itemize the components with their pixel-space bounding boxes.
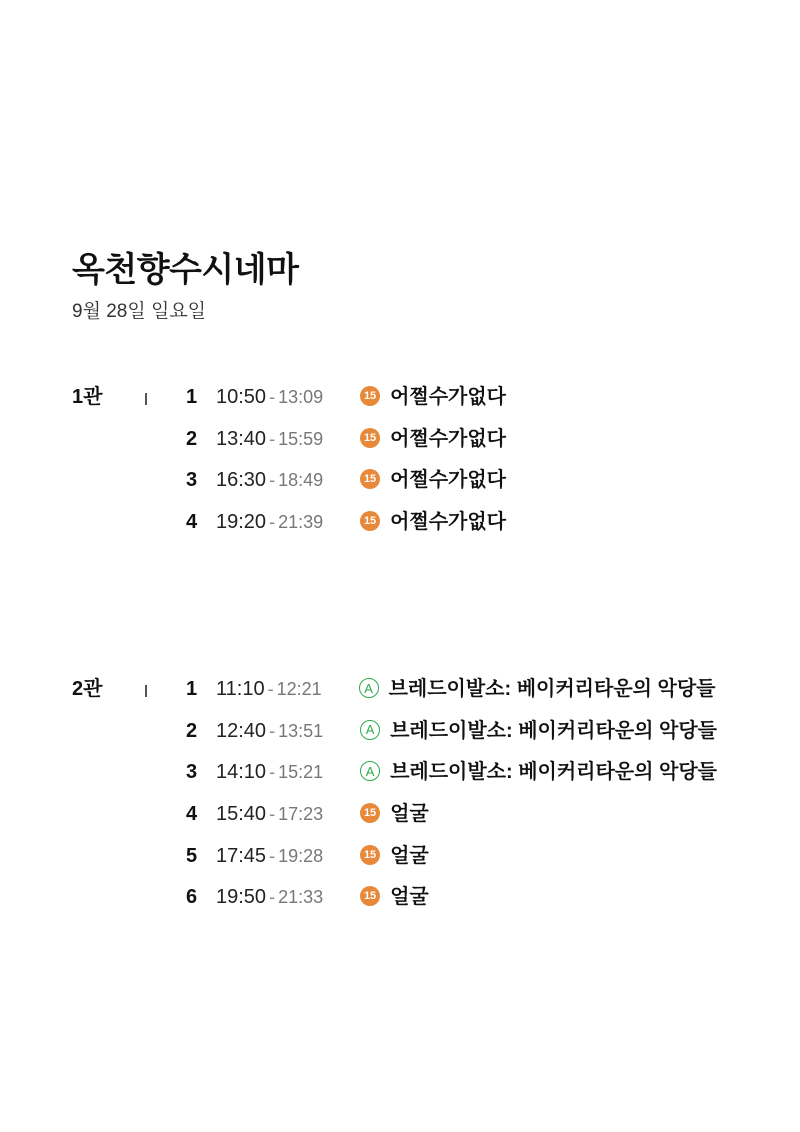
screening-row[interactable] xyxy=(186,675,717,717)
time-separator: - xyxy=(269,845,276,866)
movie-title: 어쩔수가없다 xyxy=(390,469,506,492)
time-separator: - xyxy=(267,679,274,699)
end-time: 17:23 xyxy=(278,804,324,825)
start-time: 12:40 xyxy=(216,719,267,742)
screening-row[interactable] xyxy=(186,508,506,550)
start-time: 11:10 xyxy=(216,678,265,700)
start-time: 14:10 xyxy=(216,761,267,784)
movie-title: 얼굴 xyxy=(390,886,429,909)
rating-15-icon: 15 xyxy=(360,803,380,823)
screening-number: 1 xyxy=(186,678,198,700)
movie-title: 브레드이발소: 베이커리타운의 악당들 xyxy=(388,678,716,700)
end-time: 15:59 xyxy=(278,428,324,449)
cinema-title: 옥천향수시네마 xyxy=(72,251,299,289)
start-time: 19:50 xyxy=(216,886,267,909)
screening-number: 6 xyxy=(186,886,198,909)
hall-label: 1관 xyxy=(72,386,103,408)
movie-title: 어쩔수가없다 xyxy=(390,511,506,534)
time-separator: - xyxy=(269,804,276,825)
start-time: 17:45 xyxy=(216,844,267,867)
screening-row[interactable] xyxy=(186,842,717,884)
end-time: 13:09 xyxy=(278,387,324,407)
hall-divider xyxy=(145,393,147,405)
screening-number: 4 xyxy=(186,511,198,534)
screening-row[interactable] xyxy=(186,758,717,800)
rating-15-icon: 15 xyxy=(360,428,380,448)
rating-15-icon: 15 xyxy=(360,511,380,531)
screening-number: 4 xyxy=(186,803,198,826)
rating-15-icon: 15 xyxy=(360,845,380,865)
screening-number: 5 xyxy=(186,844,198,867)
rating-15-icon: 15 xyxy=(360,386,380,406)
movie-title: 어쩔수가없다 xyxy=(390,427,506,450)
time-separator: - xyxy=(269,512,276,533)
screening-row[interactable] xyxy=(186,717,717,759)
screening-row[interactable] xyxy=(186,466,506,508)
end-time: 18:49 xyxy=(278,470,324,491)
rating-15-icon: 15 xyxy=(360,886,380,906)
screening-number: 3 xyxy=(186,469,198,492)
screening-number: 1 xyxy=(186,386,198,408)
rating-15-icon: 15 xyxy=(360,469,380,489)
movie-title: 브레드이발소: 베이커리타운의 악당들 xyxy=(390,761,717,784)
time-separator: - xyxy=(269,720,276,741)
start-time: 19:20 xyxy=(216,511,267,534)
movie-title: 얼굴 xyxy=(390,844,429,867)
rating-all-icon: A xyxy=(360,761,380,781)
screening-list xyxy=(186,383,506,550)
end-time: 19:28 xyxy=(278,845,324,866)
time-separator: - xyxy=(269,887,276,908)
end-time: 21:39 xyxy=(278,512,324,533)
end-time: 12:21 xyxy=(276,679,322,699)
screening-number: 2 xyxy=(186,427,198,450)
start-time: 10:50 xyxy=(216,386,267,408)
start-time: 15:40 xyxy=(216,803,267,826)
end-time: 15:21 xyxy=(278,762,324,783)
time-separator: - xyxy=(269,470,276,491)
end-time: 21:33 xyxy=(278,887,324,908)
time-separator: - xyxy=(269,428,276,449)
movie-title: 브레드이발소: 베이커리타운의 악당들 xyxy=(390,719,717,742)
movie-title: 어쩔수가없다 xyxy=(390,386,506,408)
screening-row[interactable] xyxy=(186,883,717,925)
screening-row[interactable] xyxy=(186,383,506,425)
start-time: 13:40 xyxy=(216,427,267,450)
time-separator: - xyxy=(269,387,276,407)
cinema-header xyxy=(72,250,298,324)
hall-divider xyxy=(145,685,147,697)
time-separator: - xyxy=(269,762,276,783)
movie-title: 얼굴 xyxy=(390,803,429,826)
start-time: 16:30 xyxy=(216,469,267,492)
screening-number: 2 xyxy=(186,719,198,742)
schedule-date: 9월 28일 일요일 xyxy=(72,301,207,322)
screening-row[interactable] xyxy=(186,800,717,842)
screening-row[interactable] xyxy=(186,425,506,467)
rating-all-icon: A xyxy=(359,678,379,698)
hall-label: 2관 xyxy=(72,678,103,700)
screening-list xyxy=(186,675,717,925)
rating-all-icon: A xyxy=(360,720,380,740)
end-time: 13:51 xyxy=(278,720,324,741)
screening-number: 3 xyxy=(186,761,198,784)
